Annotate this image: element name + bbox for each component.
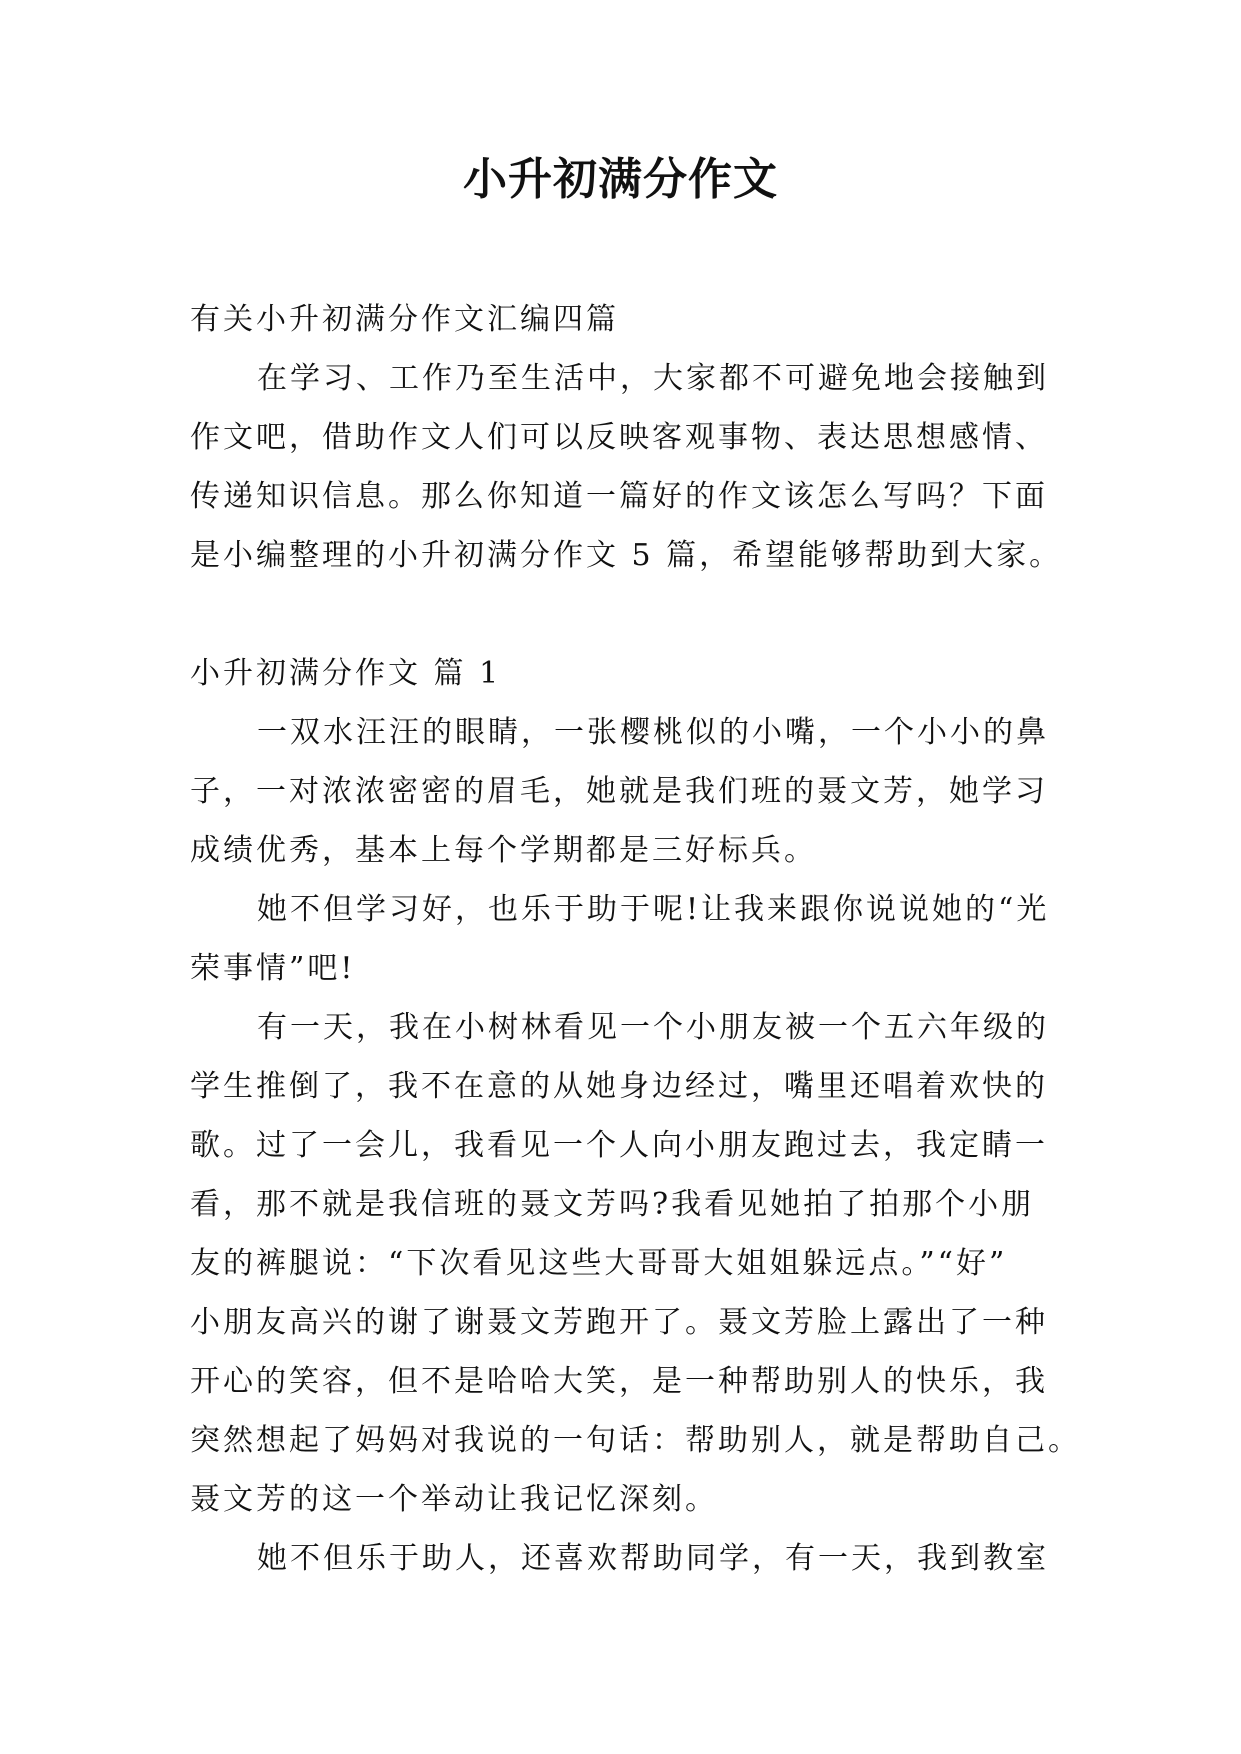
text-line: 学生推倒了，我不在意的从她身边经过，嘴里还唱着欢快的: [190, 1069, 1048, 1104]
text-line: 开心的笑容，但不是哈哈大笑，是一种帮助别人的快乐，我: [190, 1364, 1048, 1399]
section-heading: 小升初满分作文 篇 1: [190, 656, 502, 691]
document-body: [190, 290, 1081, 1588]
text-line: 突然想起了妈妈对我说的一句话：帮助别人，就是帮助自己。: [190, 1423, 1081, 1458]
text-line: 她不但乐于助人，还喜欢帮助同学，有一天，我到教室: [257, 1541, 1049, 1576]
paragraph-1: [190, 703, 1070, 880]
intro-paragraph: [190, 349, 1070, 585]
text-line: 有一天，我在小树林看见一个小朋友被一个五六年级的: [257, 1010, 1049, 1045]
paragraph-gap: [190, 585, 1070, 644]
text-line: 她不但学习好，也乐于助于呢!让我来跟你说说她的“光: [257, 892, 1050, 927]
text-line: 聂文芳的这一个举动让我记忆深刻。: [190, 1482, 718, 1517]
text-line: 在学习、工作乃至生活中，大家都不可避免地会接触到: [257, 361, 1049, 396]
paragraph-2: [190, 880, 1070, 998]
text-line: 荣事情”吧!: [190, 951, 356, 986]
text-line: 友的裤腿说：“下次看见这些大哥哥大姐姐躲远点。”“好”: [190, 1246, 1008, 1281]
text-line: 小朋友高兴的谢了谢聂文芳跑开了。聂文芳脸上露出了一种: [190, 1305, 1048, 1340]
document-subtitle: 有关小升初满分作文汇编四篇: [190, 302, 619, 337]
text-line: 歌。过了一会儿，我看见一个人向小朋友跑过去，我定睛一: [190, 1128, 1048, 1163]
text-line: 子，一对浓浓密密的眉毛，她就是我们班的聂文芳，她学习: [190, 774, 1048, 809]
text-line: 传递知识信息。那么你知道一篇好的作文该怎么写吗？下面: [190, 479, 1048, 514]
text-line: 一双水汪汪的眼睛，一张樱桃似的小嘴，一个小小的鼻: [257, 715, 1049, 750]
text-line: 成绩优秀，基本上每个学期都是三好标兵。: [190, 833, 817, 868]
text-line: 作文吧，借助作文人们可以反映客观事物、表达思想感情、: [190, 420, 1048, 455]
document-title: 小升初满分作文: [463, 154, 778, 205]
paragraph-4: [190, 1529, 1070, 1588]
text-line: 看，那不就是我信班的聂文芳吗?我看见她拍了拍那个小朋: [190, 1187, 1035, 1222]
paragraph-3: [190, 998, 1081, 1529]
text-line: 是小编整理的小升初满分作文 5 篇，希望能够帮助到大家。: [190, 538, 1063, 573]
